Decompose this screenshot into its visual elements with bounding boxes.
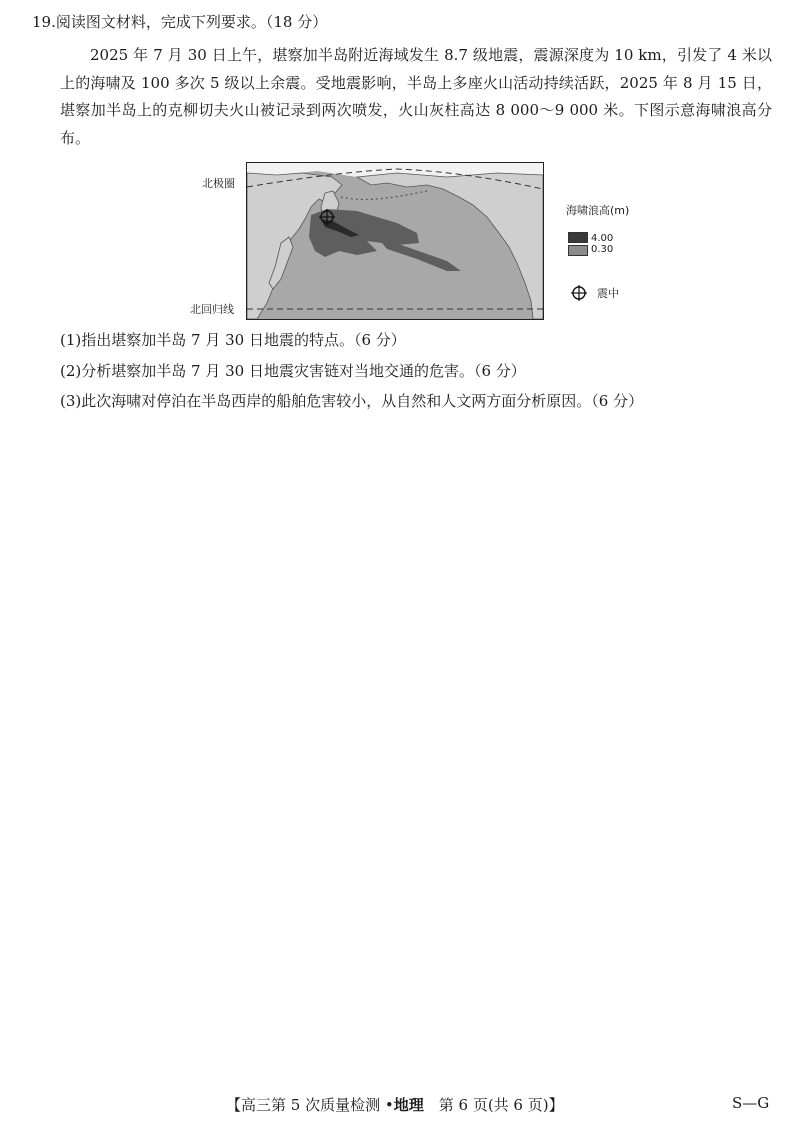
material-text: 2025 年 7 月 30 日上午，堪察加半岛附近海域发生 8.7 级地震，震源深度为 10 km，引发了 4 米以上的海啸及 100 多次 5 级以上余震。受地震影响，半岛上多座火山活动持续活跃，2025 年 8 月 15 日，堪察加半岛上的克柳切夫火山被记录到两次喷发，火山灰柱高达 8 000～9 000 米。下图示意海啸浪高分布。 — [60, 46, 772, 147]
question-material — [60, 42, 772, 152]
page-footer — [226, 1094, 564, 1115]
epicenter-label: 震中 — [597, 287, 619, 300]
question-number: 19. — [32, 13, 56, 31]
legend-swatch-high — [568, 232, 588, 243]
map-graphic — [247, 163, 543, 319]
paper-code: S—G — [732, 1094, 770, 1112]
legend-value-low: 0.30 — [591, 244, 614, 255]
subquestion-3: (3)此次海啸对停泊在半岛西岸的船舶危害较小，从自然和人文两方面分析原因。（6 分） — [60, 392, 644, 410]
footer-subject: 地理 — [393, 1096, 424, 1114]
tropic-of-cancer-label: 北回归线 — [190, 303, 234, 316]
footer-exam: 【高三第 5 次质量检测 • — [226, 1096, 394, 1114]
tsunami-map — [246, 162, 544, 320]
question-instruction: 阅读图文材料，完成下列要求。（18 分） — [55, 13, 328, 31]
subquestion-2: (2)分析堪察加半岛 7 月 30 日地震灾害链对当地交通的危害。（6 分） — [60, 362, 526, 380]
legend-value-high: 4.00 — [591, 233, 614, 244]
legend-title: 海啸浪高(m) — [566, 204, 630, 217]
crosshair-icon — [570, 284, 588, 302]
question-title — [32, 10, 327, 34]
tsunami-map-figure — [190, 160, 640, 320]
arctic-circle-label: 北极圈 — [202, 177, 235, 190]
legend-swatch-low — [568, 245, 588, 256]
subquestion-1: (1)指出堪察加半岛 7 月 30 日地震的特点。（6 分） — [60, 331, 406, 349]
footer-page: 第 6 页(共 6 页)】 — [438, 1096, 564, 1114]
